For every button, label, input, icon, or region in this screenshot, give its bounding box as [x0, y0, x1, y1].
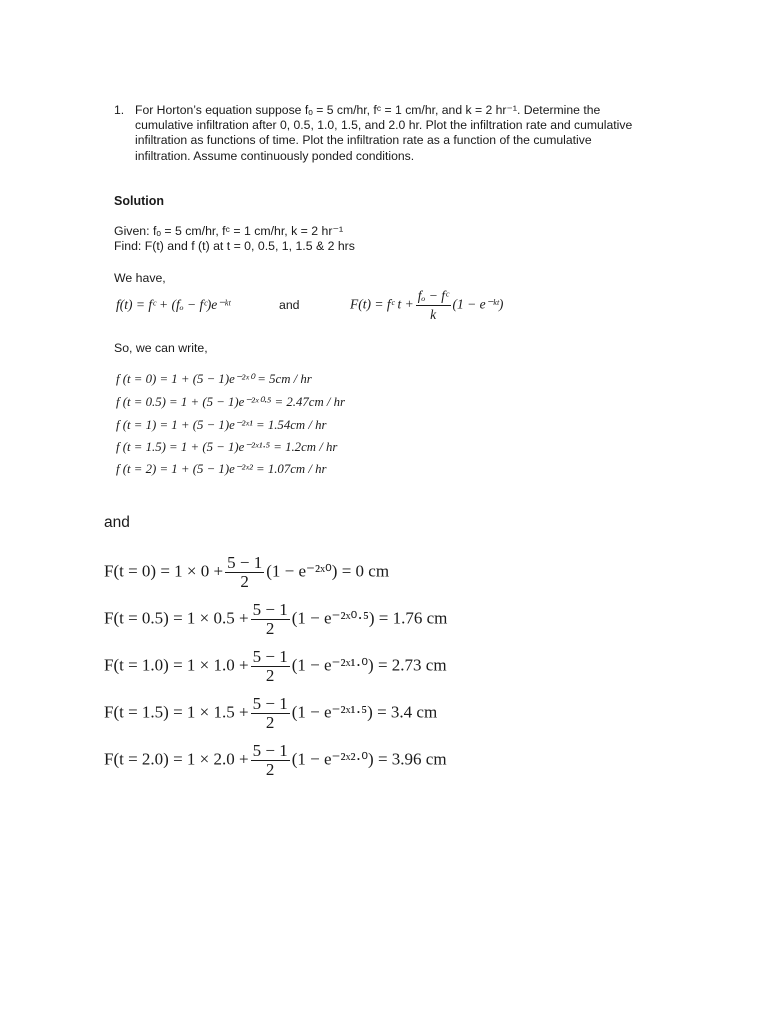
- cumulative-fraction: [225, 554, 264, 591]
- cumulative-right: (1 − e⁻²ˣ¹·⁰) = 2.73 cm: [291, 655, 447, 675]
- cumulative-numerator: 5 − 1: [252, 600, 288, 619]
- horton-cumulative-equation: [350, 287, 503, 324]
- cumulative-denominator: 2: [265, 713, 275, 732]
- cumulative-denominator: 2: [265, 619, 275, 638]
- cumulative-left: F(t = 1.5) = 1 × 1.5 +: [104, 702, 249, 722]
- cumulative-line: [104, 742, 447, 779]
- and-heading: and: [104, 514, 130, 531]
- rate-line: f (t = 2) = 1 + (5 − 1)e⁻²ˣ² = 1.07cm / hr: [116, 462, 327, 476]
- cumulative-line: [104, 601, 447, 638]
- cumulative-denominator: 2: [240, 572, 249, 591]
- cumulative-fraction: [251, 601, 290, 638]
- given-line: Given: fₒ = 5 cm/hr, fᶜ = 1 cm/hr, k = 2 hr⁻¹: [114, 224, 344, 238]
- cumulative-left: F(t = 0.5) = 1 × 0.5 +: [104, 608, 249, 628]
- problem-line: infiltration. Assume continuously ponded conditions.: [135, 148, 415, 163]
- rate-line: f (t = 1.5) = 1 + (5 − 1)e⁻²ˣ¹·⁵ = 1.2cm / hr: [116, 440, 338, 454]
- cumulative-left: F(t = 1.0) = 1 × 1.0 +: [104, 655, 249, 675]
- cumulative-line: [104, 554, 389, 591]
- rate-line: f (t = 0) = 1 + (5 − 1)e⁻²ˣ⁰ = 5cm / hr: [116, 372, 312, 386]
- cumulative-denominator: 2: [265, 666, 275, 685]
- cumulative-numerator: 5 − 1: [252, 694, 288, 713]
- problem-line: cumulative infiltration after 0, 0.5, 1.0, 1.5, and 2.0 hr. Plot the infiltration rate and cumulative: [135, 118, 633, 133]
- cumulative-numerator: 5 − 1: [227, 553, 263, 572]
- cumulative-right: (1 − e⁻²ˣ¹·⁵) = 3.4 cm: [291, 702, 438, 722]
- eq-F-left: F(t) = fᶜ t +: [350, 296, 414, 312]
- cumulative-fraction: [251, 742, 290, 779]
- eq-F-right: (1 − e⁻ᵏᵗ): [452, 296, 504, 312]
- eq-F-denominator: k: [430, 307, 437, 322]
- problem-number: 1.: [114, 103, 125, 117]
- cumulative-numerator: 5 − 1: [252, 647, 288, 666]
- cumulative-fraction: [251, 648, 290, 685]
- cumulative-line: [104, 648, 447, 685]
- horton-rate-equation: f(t) = fᶜ + (fₒ − fᶜ)e⁻ᵏᵗ: [116, 297, 231, 312]
- cumulative-left: F(t = 2.0) = 1 × 2.0 +: [104, 749, 249, 769]
- cumulative-numerator: 5 − 1: [252, 741, 288, 760]
- and-connector: and: [279, 298, 300, 312]
- cumulative-denominator: 2: [265, 760, 275, 779]
- cumulative-left: F(t = 0) = 1 × 0 +: [104, 561, 224, 581]
- so-we-can-write-label: So, we can write,: [114, 341, 208, 355]
- problem-statement: [114, 103, 674, 164]
- cumulative-right: (1 − e⁻²ˣ⁰·⁵) = 1.76 cm: [291, 608, 448, 628]
- problem-line: For Horton’s equation suppose fₒ = 5 cm/hr, fᶜ = 1 cm/hr, and k = 2 hr⁻¹. Determine the: [135, 103, 601, 117]
- cumulative-fraction: [251, 695, 290, 732]
- cumulative-right: (1 − e⁻²ˣ²·⁰) = 3.96 cm: [291, 749, 447, 769]
- eq-F-fraction: [416, 287, 451, 324]
- find-line: Find: F(t) and f (t) at t = 0, 0.5, 1, 1.5 & 2 hrs: [114, 239, 355, 253]
- eq-F-numerator: fₒ − fᶜ: [416, 287, 451, 306]
- cumulative-line: [104, 695, 437, 732]
- solution-heading: Solution: [114, 194, 164, 208]
- we-have-label: We have,: [114, 271, 166, 285]
- problem-line: infiltration as functions of time. Plot the infiltration rate as a function of the cumulative: [135, 133, 592, 148]
- rate-line: f (t = 1) = 1 + (5 − 1)e⁻²ˣ¹ = 1.54cm / hr: [116, 418, 327, 432]
- rate-line: f (t = 0.5) = 1 + (5 − 1)e⁻²ˣ⁰·⁵ = 2.47cm / hr: [116, 395, 346, 409]
- cumulative-right: (1 − e⁻²ˣ⁰) = 0 cm: [266, 561, 390, 581]
